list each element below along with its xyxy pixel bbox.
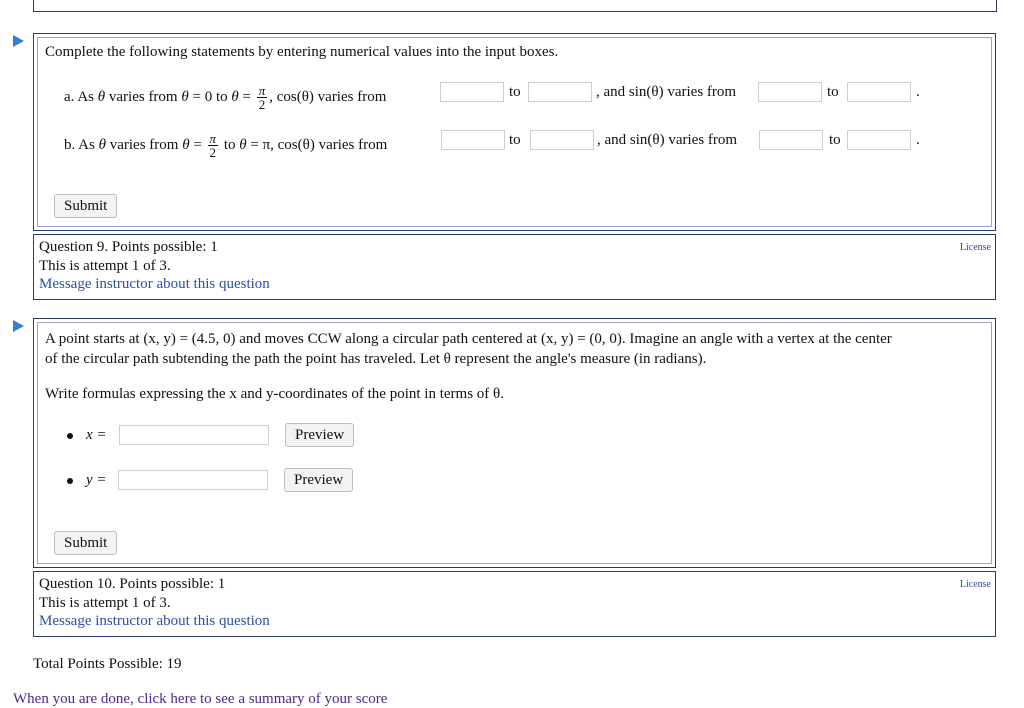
question-collapse-arrow-icon[interactable] [13, 35, 24, 47]
previous-message-link[interactable] [36, 0, 267, 2]
to-label: to [509, 132, 521, 148]
preview-y-button[interactable]: Preview [284, 468, 353, 492]
part-b-sin-to-input[interactable] [847, 130, 911, 150]
period: . [916, 84, 920, 100]
message-instructor-link[interactable]: Message instructor about this question [39, 276, 270, 292]
part-a-statement: a. As θ varies from θ = 0 to θ = $\frac{\pi}{2}$ , cos(θ) varies from [64, 83, 387, 112]
to-label: to [827, 84, 839, 100]
question-10-instruction: Write formulas expressing the x and y-coordinates of the point in terms of θ. [45, 386, 504, 402]
submit-button[interactable]: Submit [54, 194, 117, 218]
part-b-statement: b. As θ varies from θ = $\frac{\pi}{2}$ to θ = π, cos(θ) varies from [64, 131, 388, 160]
part-b-sin-from-input[interactable] [759, 130, 823, 150]
pi-over-2-fraction: $\frac{\pi}{2}$ [209, 131, 217, 160]
part-a-sin-from-input[interactable] [758, 82, 822, 102]
part-b-cos-to-input[interactable] [530, 130, 594, 150]
total-points: Total Points Possible: 19 [33, 656, 182, 672]
x-formula-input[interactable] [119, 425, 269, 445]
question-10-info-box [33, 571, 996, 637]
part-a-sin-label: , and sin(θ) varies from [596, 84, 737, 100]
question-9-info-box [33, 234, 996, 300]
x-label: x = [86, 427, 107, 443]
part-b-cos-from-input[interactable] [441, 130, 505, 150]
question-9-title: Question 9. Points possible: 1 [39, 239, 218, 255]
question-10-text-line2: of the circular path subtending the path the point has traveled. Let θ represent the angle's measure (in radians). [45, 351, 707, 367]
bullet-icon [67, 433, 73, 439]
pi-over-2-fraction: $\frac{\pi}{2}$ [258, 83, 266, 112]
message-instructor-link[interactable]: Message instructor about this question [39, 613, 270, 629]
score-summary-link[interactable]: When you are done, click here to see a summary of your score [13, 691, 388, 707]
to-label: to [509, 84, 521, 100]
license-link[interactable]: License [959, 242, 991, 253]
period: . [916, 132, 920, 148]
question-10-text-line1: A point starts at (x, y) = (4.5, 0) and moves CCW along a circular path centered at (x, y) = (0, 0). Imagine an angle with a vertex at the center [45, 331, 892, 347]
y-formula-input[interactable] [118, 470, 268, 490]
preview-x-button[interactable]: Preview [285, 423, 354, 447]
y-label: y = [86, 472, 107, 488]
part-a-cos-from-input[interactable] [440, 82, 504, 102]
question-8-intro: Complete the following statements by entering numerical values into the input boxes. [45, 44, 559, 60]
previous-info-box [33, 0, 997, 12]
question-10-title: Question 10. Points possible: 1 [39, 576, 226, 592]
bullet-icon [67, 478, 73, 484]
submit-button[interactable]: Submit [54, 531, 117, 555]
part-b-sin-label: , and sin(θ) varies from [597, 132, 738, 148]
part-a-sin-to-input[interactable] [847, 82, 911, 102]
attempt-text: This is attempt 1 of 3. [39, 595, 171, 611]
part-a-cos-to-input[interactable] [528, 82, 592, 102]
question-collapse-arrow-icon[interactable] [13, 320, 24, 332]
to-label: to [829, 132, 841, 148]
license-link[interactable]: License [959, 579, 991, 590]
attempt-text: This is attempt 1 of 3. [39, 258, 171, 274]
